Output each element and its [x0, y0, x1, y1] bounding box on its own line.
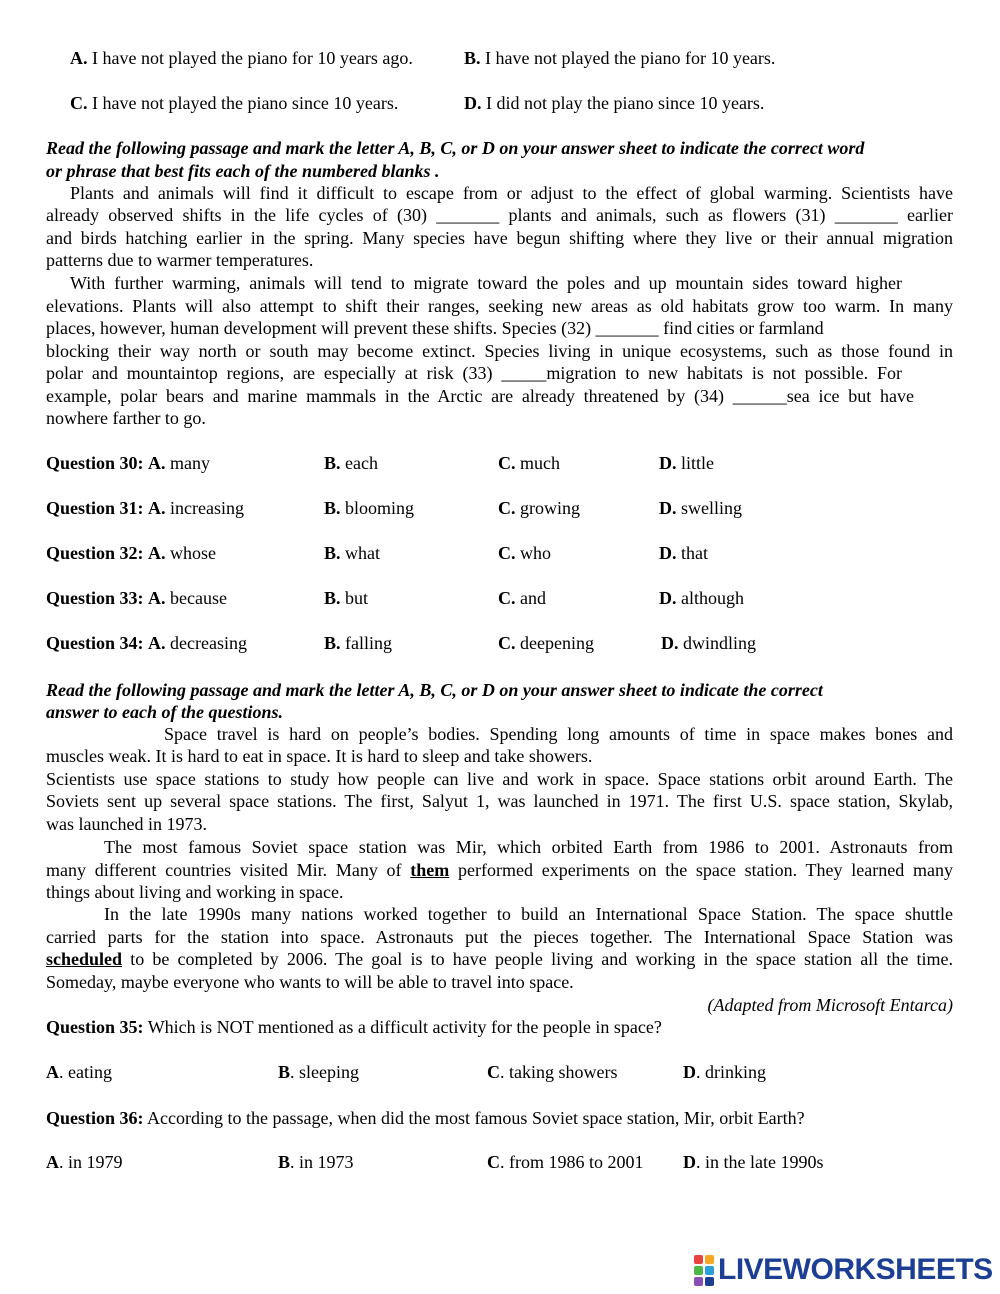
passage-line: carried parts for the station into space. Astronauts put the pieces together. The International Space Station was	[46, 927, 953, 947]
passage-text: performed experiments on the space station. They learned many	[449, 860, 953, 880]
option-b[interactable]: B. in 1973	[278, 1152, 354, 1172]
question-label: Question 30:	[46, 453, 144, 473]
option-d[interactable]	[464, 92, 764, 114]
passage-line: With further warming, animals will tend to migrate toward the poles and up mountain sides toward higher	[70, 273, 902, 293]
section1-instruction: or phrase that best fits each of the numbered blanks .	[46, 161, 440, 181]
option-b[interactable]: B. sleeping	[278, 1062, 360, 1082]
option-letter: A.	[148, 543, 166, 563]
liveworksheets-logo[interactable]	[694, 1254, 993, 1286]
passage-line	[46, 948, 953, 970]
option-text: drinking	[705, 1062, 766, 1082]
passage-line: patterns due to warmer temperatures.	[46, 250, 314, 270]
option-text: in 1973	[299, 1152, 354, 1172]
option-a-text[interactable]: decreasing	[170, 633, 247, 653]
question-35-options	[46, 1062, 946, 1084]
option-a[interactable]	[70, 47, 413, 69]
option-b-text[interactable]: falling	[345, 633, 393, 653]
option-letter: D.	[659, 453, 677, 473]
option-d[interactable]: D. in the late 1990s	[683, 1152, 824, 1172]
option-letter: A	[46, 1152, 59, 1172]
option-letter: A.	[148, 498, 166, 518]
option-letter: C.	[498, 498, 516, 518]
option-b[interactable]	[464, 47, 775, 69]
option-d-text[interactable]: little	[681, 453, 714, 473]
option-c-text[interactable]: who	[520, 543, 551, 563]
option-letter: C	[487, 1152, 500, 1172]
logo-tile	[694, 1277, 703, 1286]
option-d-text[interactable]: swelling	[681, 498, 742, 518]
option-d-text[interactable]: although	[681, 588, 744, 608]
option-letter: B.	[324, 633, 341, 653]
option-letter: D.	[659, 498, 677, 518]
passage-line: elevations. Plants will also attempt to shift their ranges, seeking new areas as old habitats grow too warm. In many	[46, 296, 953, 316]
option-a-text[interactable]: whose	[170, 543, 217, 563]
option-letter: C.	[498, 588, 516, 608]
question-36	[46, 1107, 805, 1129]
option-letter: C.	[70, 93, 88, 113]
option-b-text[interactable]: but	[345, 588, 369, 608]
option-b-text[interactable]: each	[345, 453, 378, 473]
option-c-text[interactable]: much	[520, 453, 560, 473]
question-row	[46, 498, 946, 520]
passage-line: Someday, maybe everyone who wants to will be able to travel into space.	[46, 972, 574, 992]
option-c-text[interactable]: deepening	[520, 633, 594, 653]
section2-instruction: answer to each of the questions.	[46, 702, 284, 722]
logo-text: LIVEWORKSHEETS	[718, 1253, 993, 1286]
option-c[interactable]	[70, 92, 398, 114]
option-a[interactable]: A. eating	[46, 1062, 112, 1082]
logo-tile	[705, 1266, 714, 1275]
option-letter: B	[278, 1062, 291, 1082]
source-citation: (Adapted from Microsoft Entarca)	[707, 995, 953, 1015]
logo-tile	[705, 1255, 714, 1264]
passage-line: example, polar bears and marine mammals in the Arctic are already threatened by (34) ______sea ice but have	[46, 386, 914, 406]
option-letter: B.	[324, 498, 341, 518]
passage-line: Plants and animals will find it difficult to escape from or adjust to the effect of global warming. Scientists have	[70, 183, 953, 203]
option-c[interactable]: C. from 1986 to 2001	[487, 1152, 644, 1172]
option-letter: A.	[148, 633, 166, 653]
option-text: in the late 1990s	[705, 1152, 824, 1172]
option-letter: C.	[498, 633, 516, 653]
question-label: Question 36:	[46, 1108, 144, 1128]
question-row	[46, 588, 946, 610]
highlighted-word-scheduled: scheduled	[46, 949, 123, 969]
section2-instruction: Read the following passage and mark the letter A, B, C, or D on your answer sheet to indicate the correct	[46, 680, 823, 700]
option-text: I did not play the piano since 10 years.	[481, 93, 765, 113]
option-letter: D.	[661, 633, 679, 653]
passage-line: Soviets sent up several space stations. The first, Salyut 1, was launched in 1971. The first U.S. space station, Skylab,	[46, 791, 953, 811]
option-letter: D.	[659, 543, 677, 563]
option-text: I have not played the piano for 10 years ago.	[87, 48, 413, 68]
option-letter: B.	[464, 48, 481, 68]
option-text: taking showers	[509, 1062, 618, 1082]
question-row	[46, 633, 946, 655]
passage-line: blocking their way north or south may become extinct. Species living in unique ecosystems, such as those found in	[46, 341, 953, 361]
passage-line: Scientists use space stations to study how people can live and work in space. Space stations orbit around Earth. The	[46, 769, 953, 789]
option-letter: C	[487, 1062, 500, 1082]
passage-text: many different countries visited Mir. Many of	[46, 860, 411, 880]
logo-tile	[694, 1255, 703, 1264]
option-a-text[interactable]: because	[170, 588, 227, 608]
passage-line: muscles weak. It is hard to eat in space. It is hard to sleep and take showers.	[46, 746, 593, 766]
passage-line: already observed shifts in the life cycles of (30) _______ plants and animals, such as flowers (31) _______ earlier	[46, 205, 953, 225]
option-d-text[interactable]: dwindling	[683, 633, 757, 653]
option-a-text[interactable]: many	[170, 453, 211, 473]
question-35	[46, 1016, 662, 1038]
question-label: Question 31:	[46, 498, 144, 518]
option-letter: C.	[498, 543, 516, 563]
option-letter: A.	[148, 588, 166, 608]
passage-line: places, however, human development will prevent these shifts. Species (32) _______ find cities or farmland	[46, 318, 824, 338]
option-text: sleeping	[299, 1062, 360, 1082]
option-d-text[interactable]: that	[681, 543, 708, 563]
logo-tile	[705, 1277, 714, 1286]
question-label: Question 35:	[46, 1017, 144, 1037]
option-letter: A	[46, 1062, 59, 1082]
option-d[interactable]: D. drinking	[683, 1062, 766, 1082]
passage-line: Space travel is hard on people’s bodies. Spending long amounts of time in space makes bones and	[164, 724, 953, 744]
highlighted-word-them: them	[410, 860, 450, 880]
passage-line: was launched in 1973.	[46, 814, 207, 834]
option-b-text[interactable]: what	[345, 543, 381, 563]
option-letter: D	[683, 1062, 696, 1082]
option-a[interactable]: A. in 1979	[46, 1152, 123, 1172]
question-label: Question 34:	[46, 633, 144, 653]
passage-line: and birds hatching earlier in the spring. Many species have begun shifting where they live or their annual migration	[46, 228, 953, 248]
option-letter: B.	[324, 543, 341, 563]
logo-mark-icon	[694, 1255, 714, 1286]
option-letter: A.	[148, 453, 166, 473]
option-c-text[interactable]: growing	[520, 498, 580, 518]
option-letter: D	[683, 1152, 696, 1172]
option-letter: C.	[498, 453, 516, 473]
option-text: eating	[68, 1062, 112, 1082]
passage-line: nowhere farther to go.	[46, 408, 206, 428]
question-text: Which is NOT mentioned as a difficult activity for the people in space?	[143, 1017, 662, 1037]
option-letter: D.	[464, 93, 482, 113]
passage-line: things about living and working in space.	[46, 882, 344, 902]
option-text: I have not played the piano for 10 years.	[480, 48, 776, 68]
option-text: in 1979	[68, 1152, 123, 1172]
question-label: Question 33:	[46, 588, 144, 608]
option-letter: B	[278, 1152, 291, 1172]
option-c[interactable]: C. taking showers	[487, 1062, 618, 1082]
option-b-text[interactable]: blooming	[345, 498, 415, 518]
option-c-text[interactable]: and	[520, 588, 546, 608]
passage-line: In the late 1990s many nations worked together to build an International Space Station. The space shuttle	[104, 904, 953, 924]
option-text: from 1986 to 2001	[509, 1152, 644, 1172]
option-text: I have not played the piano since 10 years.	[87, 93, 399, 113]
section1-instruction: Read the following passage and mark the letter A, B, C, or D on your answer sheet to indicate the correct word	[46, 138, 865, 158]
logo-tile	[694, 1266, 703, 1275]
question-text: According to the passage, when did the most famous Soviet space station, Mir, orbit Earth?	[143, 1108, 805, 1128]
question-row	[46, 453, 946, 475]
option-letter: A.	[70, 48, 88, 68]
passage-text: to be completed by 2006. The goal is to have people living and working in the space station all the time.	[122, 949, 953, 969]
option-a-text[interactable]: increasing	[170, 498, 244, 518]
question-row	[46, 543, 946, 565]
passage-line: The most famous Soviet space station was Mir, which orbited Earth from 1986 to 2001. Astronauts from	[104, 837, 953, 857]
question-label: Question 32:	[46, 543, 144, 563]
passage-line: polar and mountaintop regions, are especially at risk (33) _____migration to new habitats is not possible. For	[46, 363, 902, 383]
option-letter: D.	[659, 588, 677, 608]
option-letter: B.	[324, 453, 341, 473]
passage-line	[46, 859, 953, 881]
option-letter: B.	[324, 588, 341, 608]
question-36-options	[46, 1152, 946, 1174]
